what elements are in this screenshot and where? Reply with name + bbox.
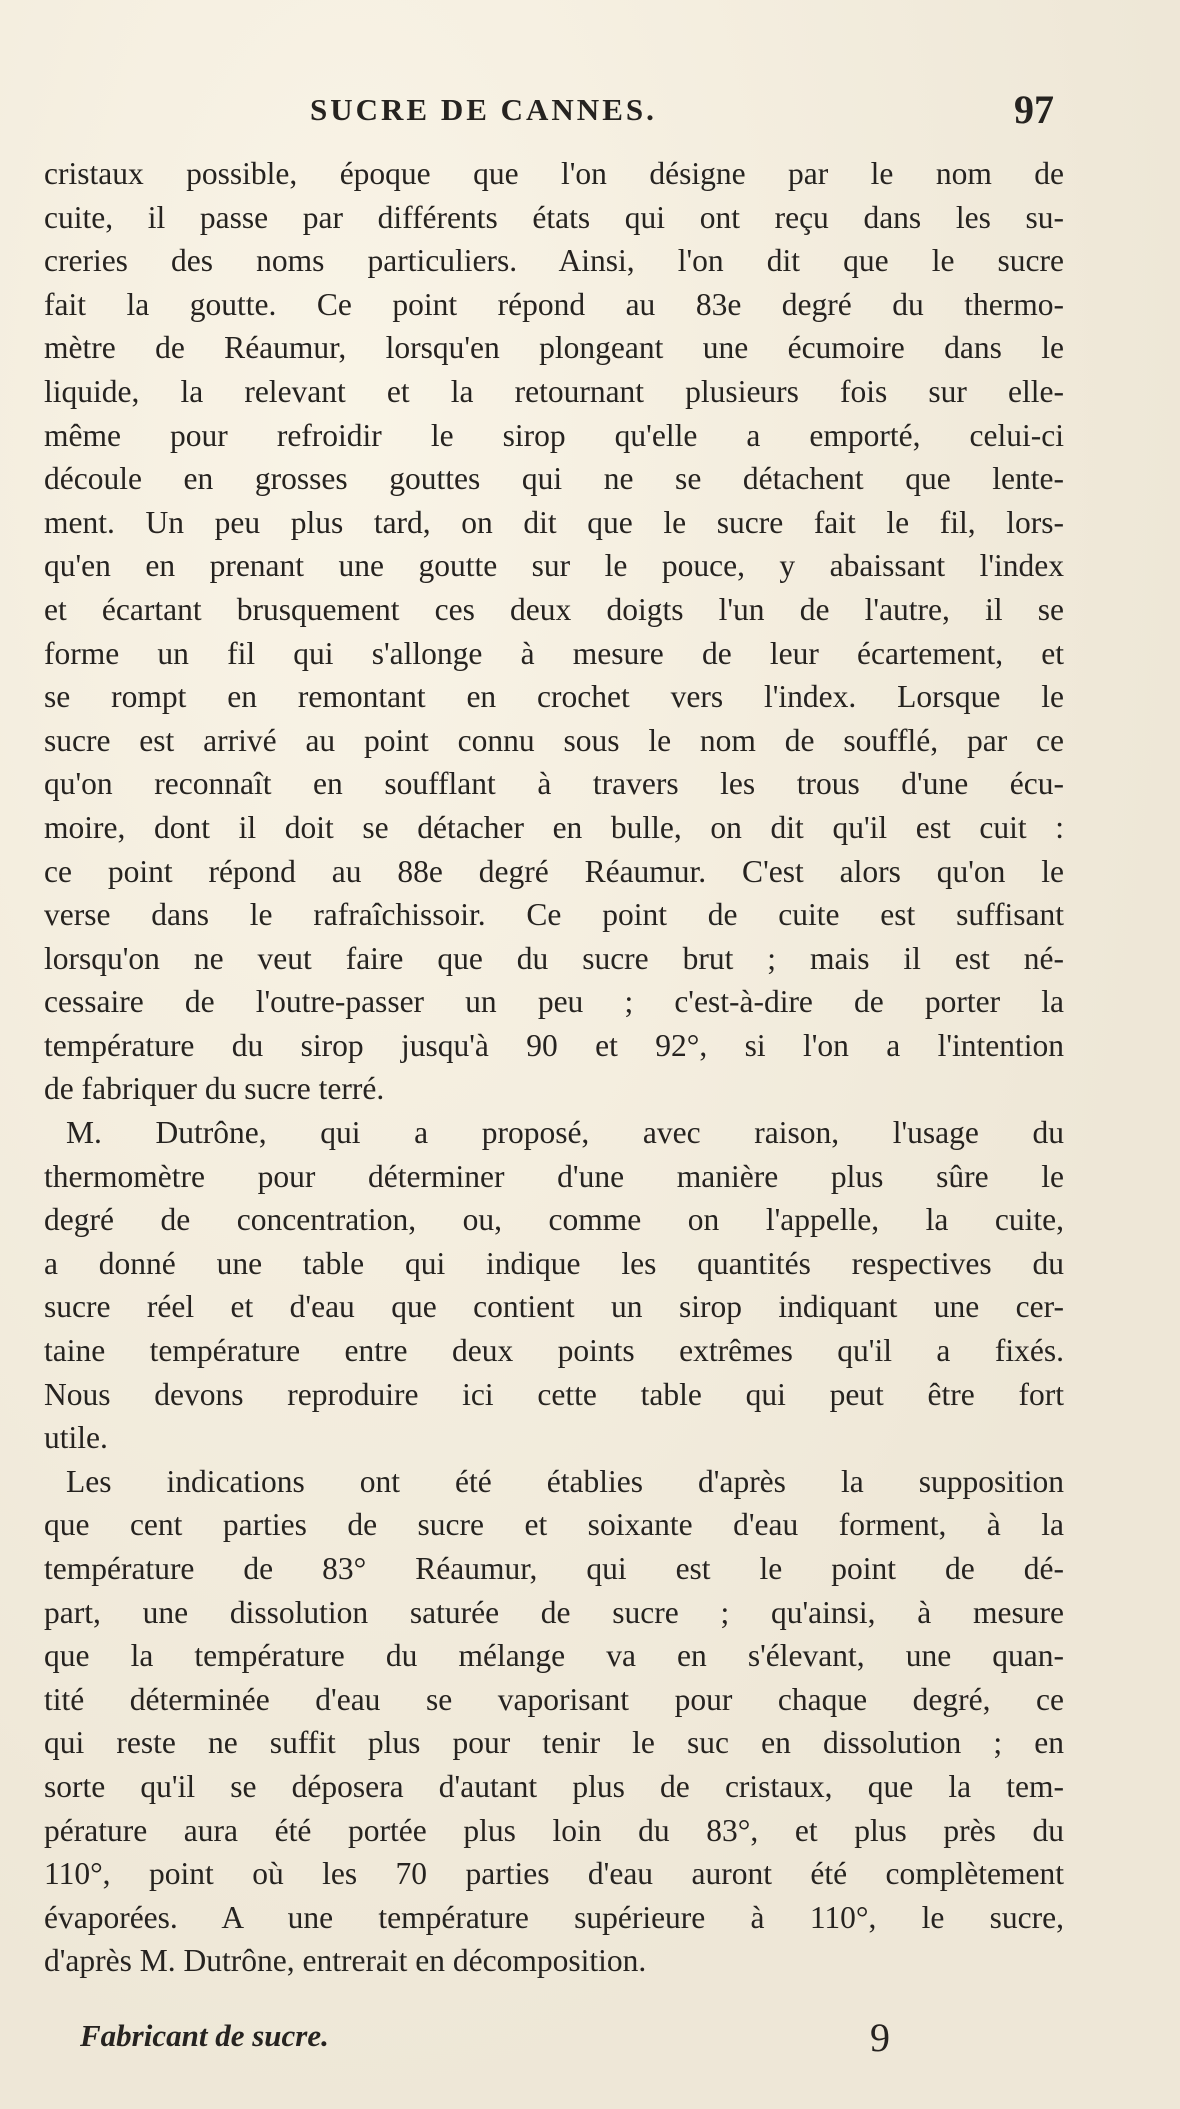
text-line: utile. bbox=[44, 1420, 108, 1456]
text-line: mètre de Réaumur, lorsqu'en plongeant une écumoire dans le bbox=[44, 330, 1064, 366]
text-line: Nous devons reproduire ici cette table qui peut être fort bbox=[44, 1376, 1064, 1412]
text-line: qu'en en prenant une goutte sur le pouce, y abaissant l'index bbox=[44, 548, 1064, 584]
page-header bbox=[0, 87, 1180, 140]
text-line: se rompt en remontant en crochet vers l'index. Lorsque le bbox=[44, 679, 1064, 715]
page-number: 97 bbox=[1014, 87, 1054, 132]
text-line: ce point répond au 88e degré Réaumur. C'est alors qu'on le bbox=[44, 853, 1064, 889]
text-line: M. Dutrône, qui a proposé, avec raison, l'usage du bbox=[66, 1115, 1064, 1151]
text-line: découle en grosses gouttes qui ne se détachent que lente- bbox=[44, 461, 1064, 497]
text-line: cristaux possible, époque que l'on désigne par le nom de bbox=[44, 156, 1064, 191]
sheet-number: 9 bbox=[870, 2015, 890, 2060]
body-text bbox=[44, 152, 1064, 1983]
text-line: de fabriquer du sucre terré. bbox=[44, 1071, 385, 1107]
text-line: tité déterminée d'eau se vaporisant pour chaque degré, ce bbox=[44, 1681, 1064, 1717]
text-line: 110°, point où les 70 parties d'eau auront été complètement bbox=[44, 1856, 1064, 1892]
text-line: liquide, la relevant et la retournant plusieurs fois sur elle- bbox=[44, 373, 1064, 409]
text-line: degré de concentration, ou, comme on l'appelle, la cuite, bbox=[44, 1202, 1064, 1238]
text-line: forme un fil qui s'allonge à mesure de leur écartement, et bbox=[44, 635, 1064, 671]
running-title: SUCRE DE CANNES. bbox=[310, 92, 657, 127]
text-line: température du sirop jusqu'à 90 et 92°, si l'on a l'intention bbox=[44, 1027, 1064, 1063]
text-line: d'après M. Dutrône, entrerait en décomposition. bbox=[44, 1943, 647, 1979]
text-line: sorte qu'il se déposera d'autant plus de cristaux, que la tem- bbox=[44, 1768, 1064, 1804]
text-line: température de 83° Réaumur, qui est le point de dé- bbox=[44, 1551, 1064, 1586]
text-line: que la température du mélange va en s'élevant, une quan- bbox=[44, 1638, 1064, 1674]
text-line: fait la goutte. Ce point répond au 83e degré du thermo- bbox=[44, 286, 1064, 322]
text-line: a donné une table qui indique les quantités respectives du bbox=[44, 1245, 1064, 1281]
text-line: qu'on reconnaît en soufflant à travers les trous d'une écu- bbox=[44, 766, 1064, 802]
text-line: sucre est arrivé au point connu sous le nom de soufflé, par ce bbox=[44, 722, 1064, 758]
text-line: taine température entre deux points extrêmes qu'il a fixés. bbox=[44, 1333, 1064, 1369]
text-line: thermomètre pour déterminer d'une manière plus sûre le bbox=[44, 1158, 1064, 1194]
text-line: sucre réel et d'eau que contient un sirop indiquant une cer- bbox=[44, 1289, 1064, 1325]
text-line: cuite, il passe par différents états qui ont reçu dans les su- bbox=[44, 199, 1064, 235]
signature-mark: Fabricant de sucre. bbox=[80, 2018, 329, 2053]
text-line: évaporées. A une température supérieure à 110°, le sucre, bbox=[44, 1899, 1064, 1935]
text-line: lorsqu'on ne veut faire que du sucre brut ; mais il est né- bbox=[44, 940, 1064, 976]
text-line: que cent parties de sucre et soixante d'eau forment, à la bbox=[44, 1507, 1064, 1543]
text-line: creries des noms particuliers. Ainsi, l'on dit que le sucre bbox=[44, 243, 1064, 279]
page-footer bbox=[0, 2015, 1180, 2068]
text-line: qui reste ne suffit plus pour tenir le suc en dissolution ; en bbox=[44, 1725, 1064, 1761]
text-line: verse dans le rafraîchissoir. Ce point de cuite est suffisant bbox=[44, 897, 1064, 933]
text-line: moire, dont il doit se détacher en bulle, on dit qu'il est cuit : bbox=[44, 809, 1064, 845]
text-line: même pour refroidir le sirop qu'elle a emporté, celui-ci bbox=[44, 417, 1064, 453]
text-line: cessaire de l'outre-passer un peu ; c'est-à-dire de porter la bbox=[44, 984, 1064, 1020]
text-line: pérature aura été portée plus loin du 83°, et plus près du bbox=[44, 1812, 1064, 1848]
text-line: ment. Un peu plus tard, on dit que le sucre fait le fil, lors- bbox=[44, 504, 1064, 540]
text-line: Les indications ont été établies d'après la supposition bbox=[66, 1463, 1064, 1499]
text-line: et écartant brusquement ces deux doigts l'un de l'autre, il se bbox=[44, 591, 1064, 627]
text-line: part, une dissolution saturée de sucre ; qu'ainsi, à mesure bbox=[44, 1594, 1064, 1630]
